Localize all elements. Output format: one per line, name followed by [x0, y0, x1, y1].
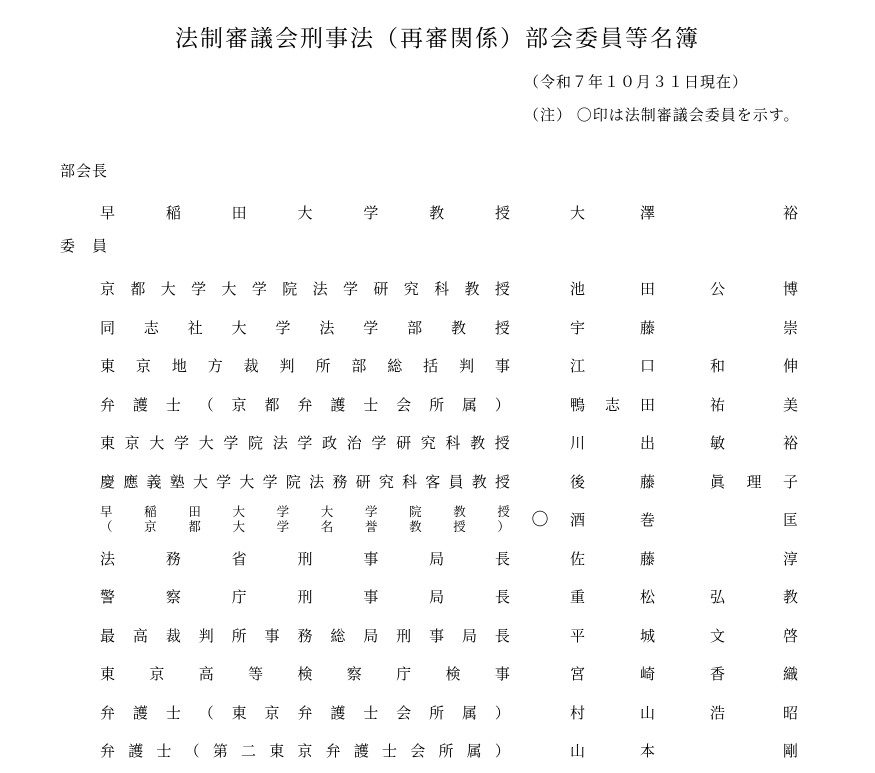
member-surname: 山 本 — [570, 744, 655, 761]
member-given-name: 淳 — [782, 551, 798, 568]
member-surname: 池 田 — [570, 282, 655, 299]
member-given-name: 崇 — [782, 320, 798, 337]
member-position — [100, 432, 510, 453]
member-row — [100, 308, 875, 347]
member-row — [100, 501, 875, 540]
member-name — [570, 740, 798, 761]
member-surname: 酒 巻 — [570, 513, 655, 530]
member-surname: 大 澤 — [570, 205, 655, 222]
member-position-text: 東 京 地 方 裁 判 所 部 総 括 判 事 — [100, 359, 510, 376]
member-position-text: 東 京 高 等 検 察 庁 検 事 — [100, 667, 510, 684]
member-position — [100, 278, 510, 299]
member-name — [570, 586, 798, 607]
member-position-text: 弁 護 士 （ 東 京 弁 護 士 会 所 属 ） — [100, 705, 510, 722]
legend-note: （注） 〇印は法制審議会委員を示す。 — [524, 108, 800, 124]
member-given-name: 敏 裕 — [710, 436, 798, 453]
member-row — [100, 193, 875, 232]
member-row — [100, 539, 875, 578]
member-position — [100, 394, 510, 415]
member-given-name: 匡 — [782, 513, 798, 530]
member-position — [100, 202, 510, 223]
member-surname: 平 城 — [570, 628, 655, 645]
member-surname: 宮 崎 — [570, 667, 655, 684]
member-name — [570, 509, 798, 530]
member-position-text: 慶 應 義 塾 大 学 大 学 院 法 務 研 究 科 客 員 教 授 — [100, 474, 510, 491]
member-given-name: 弘 教 — [710, 590, 798, 607]
member-name — [570, 548, 798, 569]
member-position — [100, 505, 510, 535]
member-name — [570, 663, 798, 684]
member-name — [570, 317, 798, 338]
member-position-text: 同 志 社 大 学 法 学 部 教 授 — [100, 320, 510, 337]
section-heading-members: 委 員 — [60, 238, 109, 255]
member-row — [100, 732, 875, 771]
member-position — [100, 471, 510, 492]
member-name — [570, 432, 798, 453]
member-surname: 宇 藤 — [570, 320, 655, 337]
member-row — [100, 578, 875, 617]
member-name — [570, 625, 798, 646]
member-name — [570, 702, 798, 723]
member-roster — [0, 155, 875, 770]
committee-member-list — [0, 270, 875, 771]
member-position-subtext: （ 京 都 大 学 名 誉 教 授 ） — [100, 519, 510, 534]
member-given-name: 文 啓 — [710, 628, 798, 645]
member-position — [100, 586, 510, 607]
member-surname: 川 出 — [570, 436, 655, 453]
member-given-name: 祐 美 — [710, 397, 798, 414]
member-given-name: 香 織 — [710, 667, 798, 684]
member-position — [100, 548, 510, 569]
member-surname: 江 口 — [570, 359, 655, 376]
member-given-name: 裕 — [782, 205, 798, 222]
member-position — [100, 317, 510, 338]
member-position — [100, 625, 510, 646]
member-given-name: 浩 昭 — [710, 705, 798, 722]
page-title: 法制審議会刑事法（再審関係）部会委員等名簿 — [175, 26, 700, 51]
member-given-name: 公 博 — [710, 282, 798, 299]
member-position — [100, 663, 510, 684]
member-surname: 後 藤 — [570, 474, 655, 491]
member-position — [100, 702, 510, 723]
member-position-text: 弁 護 士 （ 京 都 弁 護 士 会 所 属 ） — [100, 397, 510, 414]
council-member-mark: 〇 — [531, 510, 549, 530]
member-given-name: 剛 — [782, 744, 798, 761]
member-name — [570, 355, 798, 376]
member-position — [100, 740, 510, 761]
member-row — [100, 616, 875, 655]
member-surname: 重 松 — [570, 590, 655, 607]
member-surname: 佐 藤 — [570, 551, 655, 568]
member-row — [100, 693, 875, 732]
as-of-date: （令和７年１０月３１日現在） — [524, 75, 749, 91]
member-row — [100, 347, 875, 386]
member-name — [570, 394, 798, 415]
member-position-text: 最 高 裁 判 所 事 務 総 局 刑 事 局 長 — [100, 628, 510, 645]
member-position — [100, 355, 510, 376]
member-given-name: 和 伸 — [710, 359, 798, 376]
member-position-text: 早 稲 田 大 学 教 授 — [100, 205, 510, 222]
member-position-text: 京 都 大 学 大 学 院 法 学 研 究 科 教 授 — [100, 282, 510, 299]
section-heading-chair: 部会長 — [60, 164, 109, 180]
member-position-text: 東 京 大 学 大 学 院 法 学 政 治 学 研 究 科 教 授 — [100, 436, 510, 453]
member-given-name: 眞 理 子 — [710, 474, 798, 491]
member-row — [100, 424, 875, 463]
member-name — [570, 278, 798, 299]
member-position-text: 法 務 省 刑 事 局 長 — [100, 551, 510, 568]
member-row — [100, 385, 875, 424]
member-name — [570, 471, 798, 492]
member-row — [100, 655, 875, 694]
member-name — [570, 202, 798, 223]
member-position-text: 警 察 庁 刑 事 局 長 — [100, 590, 510, 607]
meta-notes — [524, 72, 800, 138]
member-row — [100, 462, 875, 501]
member-surname: 村 山 — [570, 705, 655, 722]
member-row — [100, 270, 875, 309]
member-position-text: 早 稲 田 大 学 大 学 院 教 授 — [100, 504, 510, 519]
member-position-text: 弁 護 士 （ 第 二 東 京 弁 護 士 会 所 属 ） — [100, 744, 510, 761]
member-surname: 鴨 志 田 — [570, 397, 655, 414]
